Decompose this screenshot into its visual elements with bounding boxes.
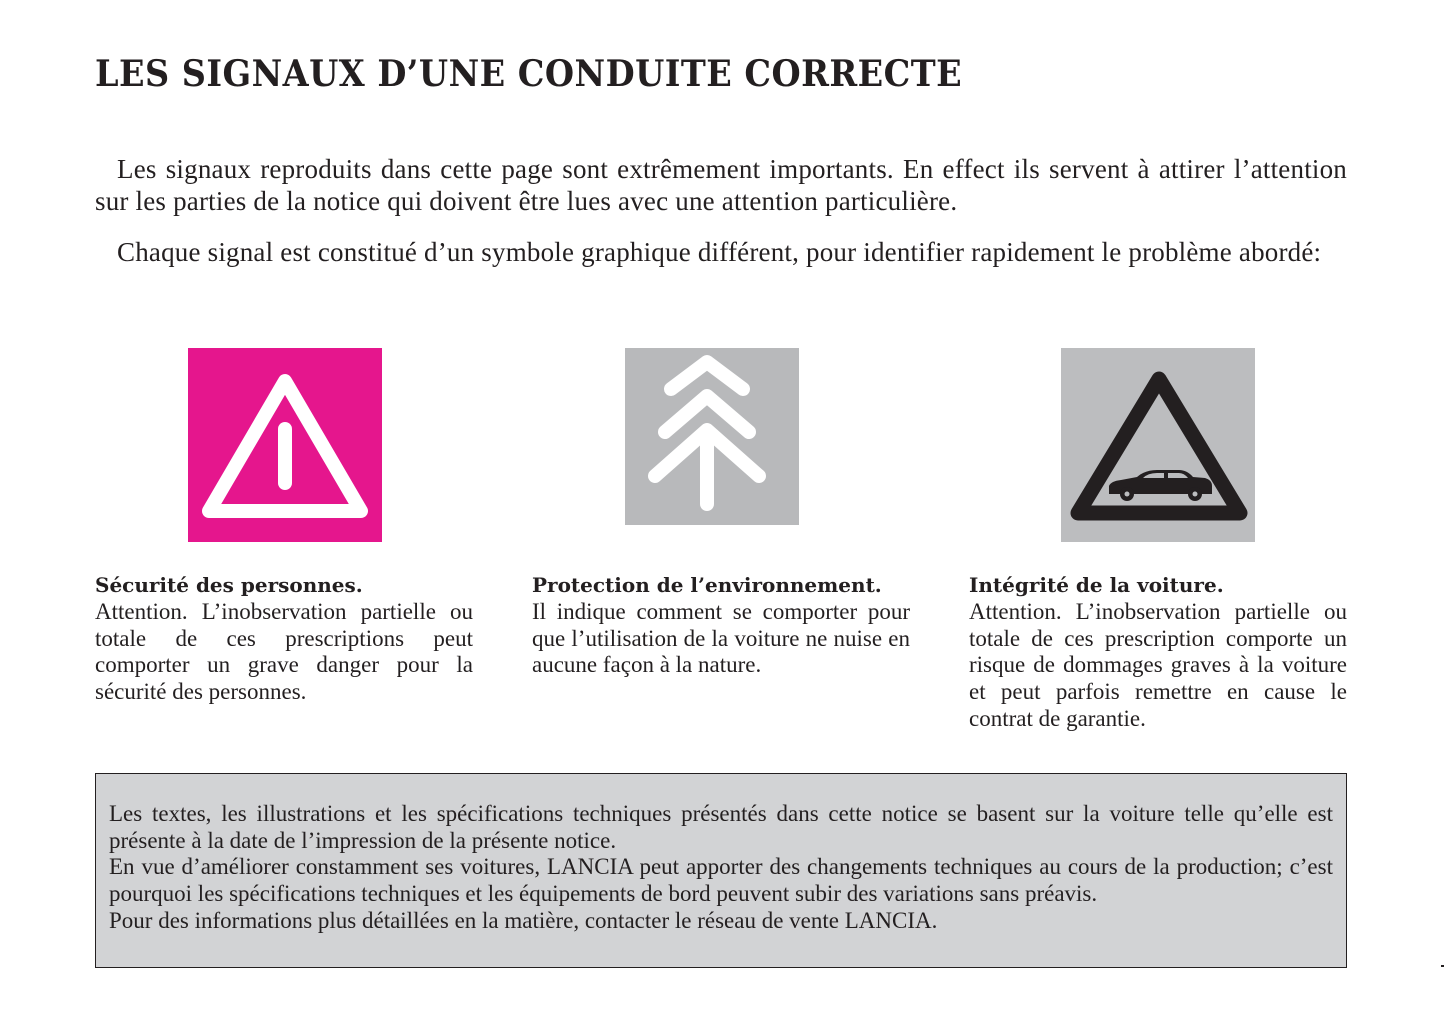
intro-paragraph-1: Les signaux reproduits dans cette page sont extrêmement importants. En effect ils servent à attirer l’attention sur les parties de la notice qui doivent être lues avec une attention particulière.: [95, 154, 1347, 216]
signal-description: Attention. L’inobservation partielle ou totale de ces prescriptions peut comporter un grave danger pour la sécurité des personnes.: [95, 599, 473, 705]
signal-title: Sécurité des personnes.: [95, 573, 363, 597]
signal-car-caption: [969, 572, 1347, 733]
signal-title: Protection de l’environnement.: [532, 573, 882, 597]
intro-paragraph-2: Chaque signal est constitué d’un symbole graphique différent, pour identifier rapidement le problème abordé:: [117, 237, 1322, 267]
car-warning-graphic: [1061, 348, 1255, 542]
signal-environment-caption: [532, 572, 910, 679]
signal-description: Il indique comment se comporter pour que l’utilisation de la voiture ne nuise en aucune façon à la nature.: [532, 599, 910, 678]
signal-description: Attention. L’inobservation partielle ou totale de ces prescription comporte un risque de dommages graves à la voiture et peut parfois remettre en cause le contrat de garantie.: [969, 599, 1347, 731]
warning-triangle-icon: [188, 348, 382, 542]
notice-paragraph-2: En vue d’améliorer constamment ses voitures, LANCIA peut apporter des changements techniques au cours de la production; c’est pourquoi les spécifications techniques et les équipements de bord peuvent subir des variations sans préavis.: [109, 854, 1333, 907]
page-title: LES SIGNAUX D’UNE CONDUITE CORRECTE: [95, 53, 963, 95]
notice-paragraph-1: Les textes, les illustrations et les spécifications techniques présentés dans cette notice se basent sur la voiture telle qu’elle est présente à la date de l’impression de la présente notice.: [109, 801, 1333, 853]
page-edge-mark: [1441, 965, 1444, 967]
notice-box: [95, 773, 1347, 968]
signal-title: Intégrité de la voiture.: [969, 573, 1224, 597]
notice-paragraph-3: Pour des informations plus détaillées en la matière, contacter le réseau de vente LANCIA.: [109, 907, 938, 933]
tree-arrow-icon: [625, 348, 799, 525]
warning-triangle-graphic: [188, 348, 382, 542]
car-warning-triangle-icon: [1061, 348, 1255, 542]
tree-arrow-graphic: [625, 348, 799, 525]
signal-safety-caption: [95, 572, 473, 706]
